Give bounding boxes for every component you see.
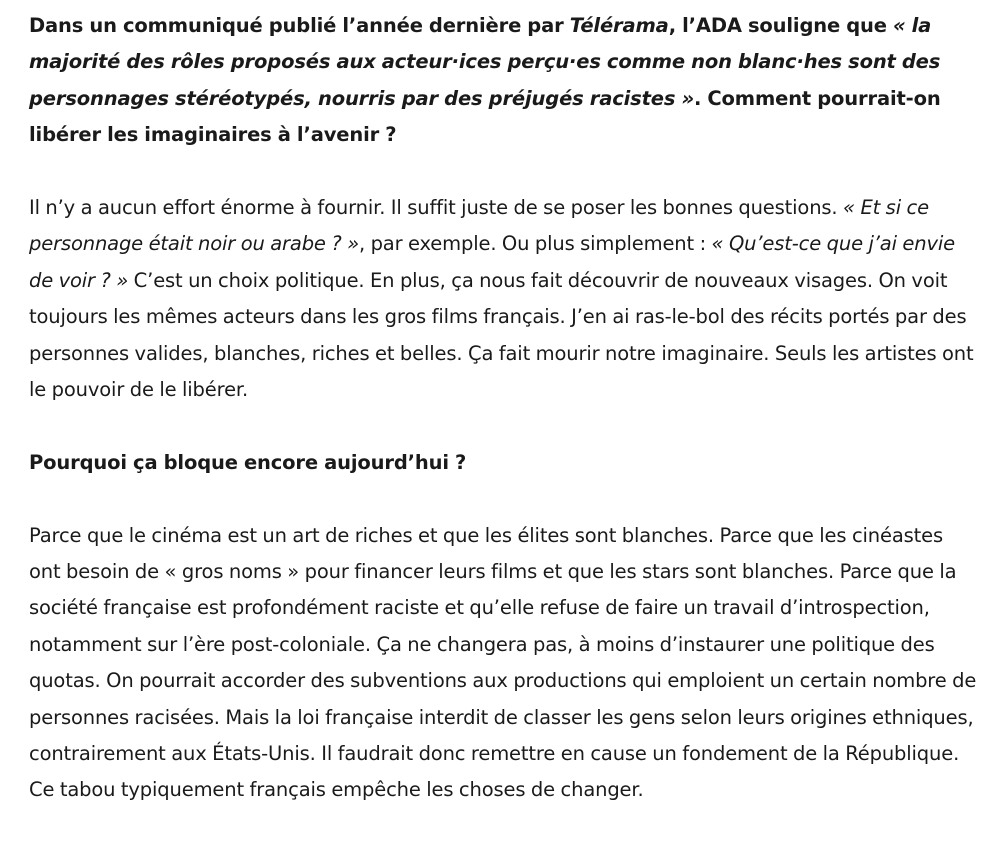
question-pourquoi-bloque: Pourquoi ça bloque encore aujourd’hui ? — [29, 450, 467, 474]
question-ada-communique — [29, 8, 979, 154]
question-text-intro: Dans un communiqué publié l’année dernière par — [29, 14, 570, 37]
ada-quote: « la majorité des rôles proposés aux acteur·ices perçu·es comme non blanc·hes sont des personnages stéréotypés, nourris par des préjugés racistes » — [29, 14, 941, 110]
answer-imaginaires — [29, 190, 979, 408]
source-telerama: Télérama — [569, 14, 669, 37]
interview-article — [29, 8, 979, 809]
quote-et-si: « Et si ce personnage était noir ou arabe ? » — [29, 196, 929, 256]
paragraph-spacer — [29, 154, 979, 190]
question-text-end: . Comment pourrait-on libérer les imaginaires à l’avenir ? — [29, 86, 941, 147]
quote-envie-de-voir: « Qu’est-ce que j’ai envie de voir ? » — [29, 232, 955, 292]
answer-text-end: C’est un choix politique. En plus, ça nous fait découvrir de nouveaux visages. On voit toujours les mêmes acteurs dans les gros films français. J’en ai ras-le-bol des récits portés par des personnes valides, blanches, riches et belles. Ça fait mourir notre imaginaire. Seuls les artistes ont le pouvoir de le libérer. — [29, 268, 974, 402]
answer-text-intro: Il n’y a aucun effort énorme à fournir. Il suffit juste de se poser les bonnes questions. — [29, 196, 844, 220]
question-text-middle: , l’ADA souligne que — [668, 14, 893, 37]
paragraph-spacer — [29, 481, 979, 517]
answer-text-middle: , par exemple. Ou plus simplement : — [358, 232, 712, 256]
paragraph-spacer — [29, 408, 979, 444]
answer-cinema-elites: Parce que le cinéma est un art de riches et que les élites sont blanches. Parce que les cinéastes ont besoin de « gros noms » pour financer leurs films et que les stars sont blanches. Parce que la société française est profondément raciste et qu’elle refuse de faire un travail d’introspection, notamment sur l’ère post-coloniale. Ça ne changera pas, à moins d’instaurer une politique des quotas. On pourrait accorder des subventions aux productions qui emploient un certain nombre de personnes racisées. Mais la loi française interdit de classer les gens selon leurs origines ethniques, contrairement aux États-Unis. Il faudrait donc remettre en cause un fondement de la République. Ce tabou typiquement français empêche les choses de changer. — [29, 523, 977, 802]
